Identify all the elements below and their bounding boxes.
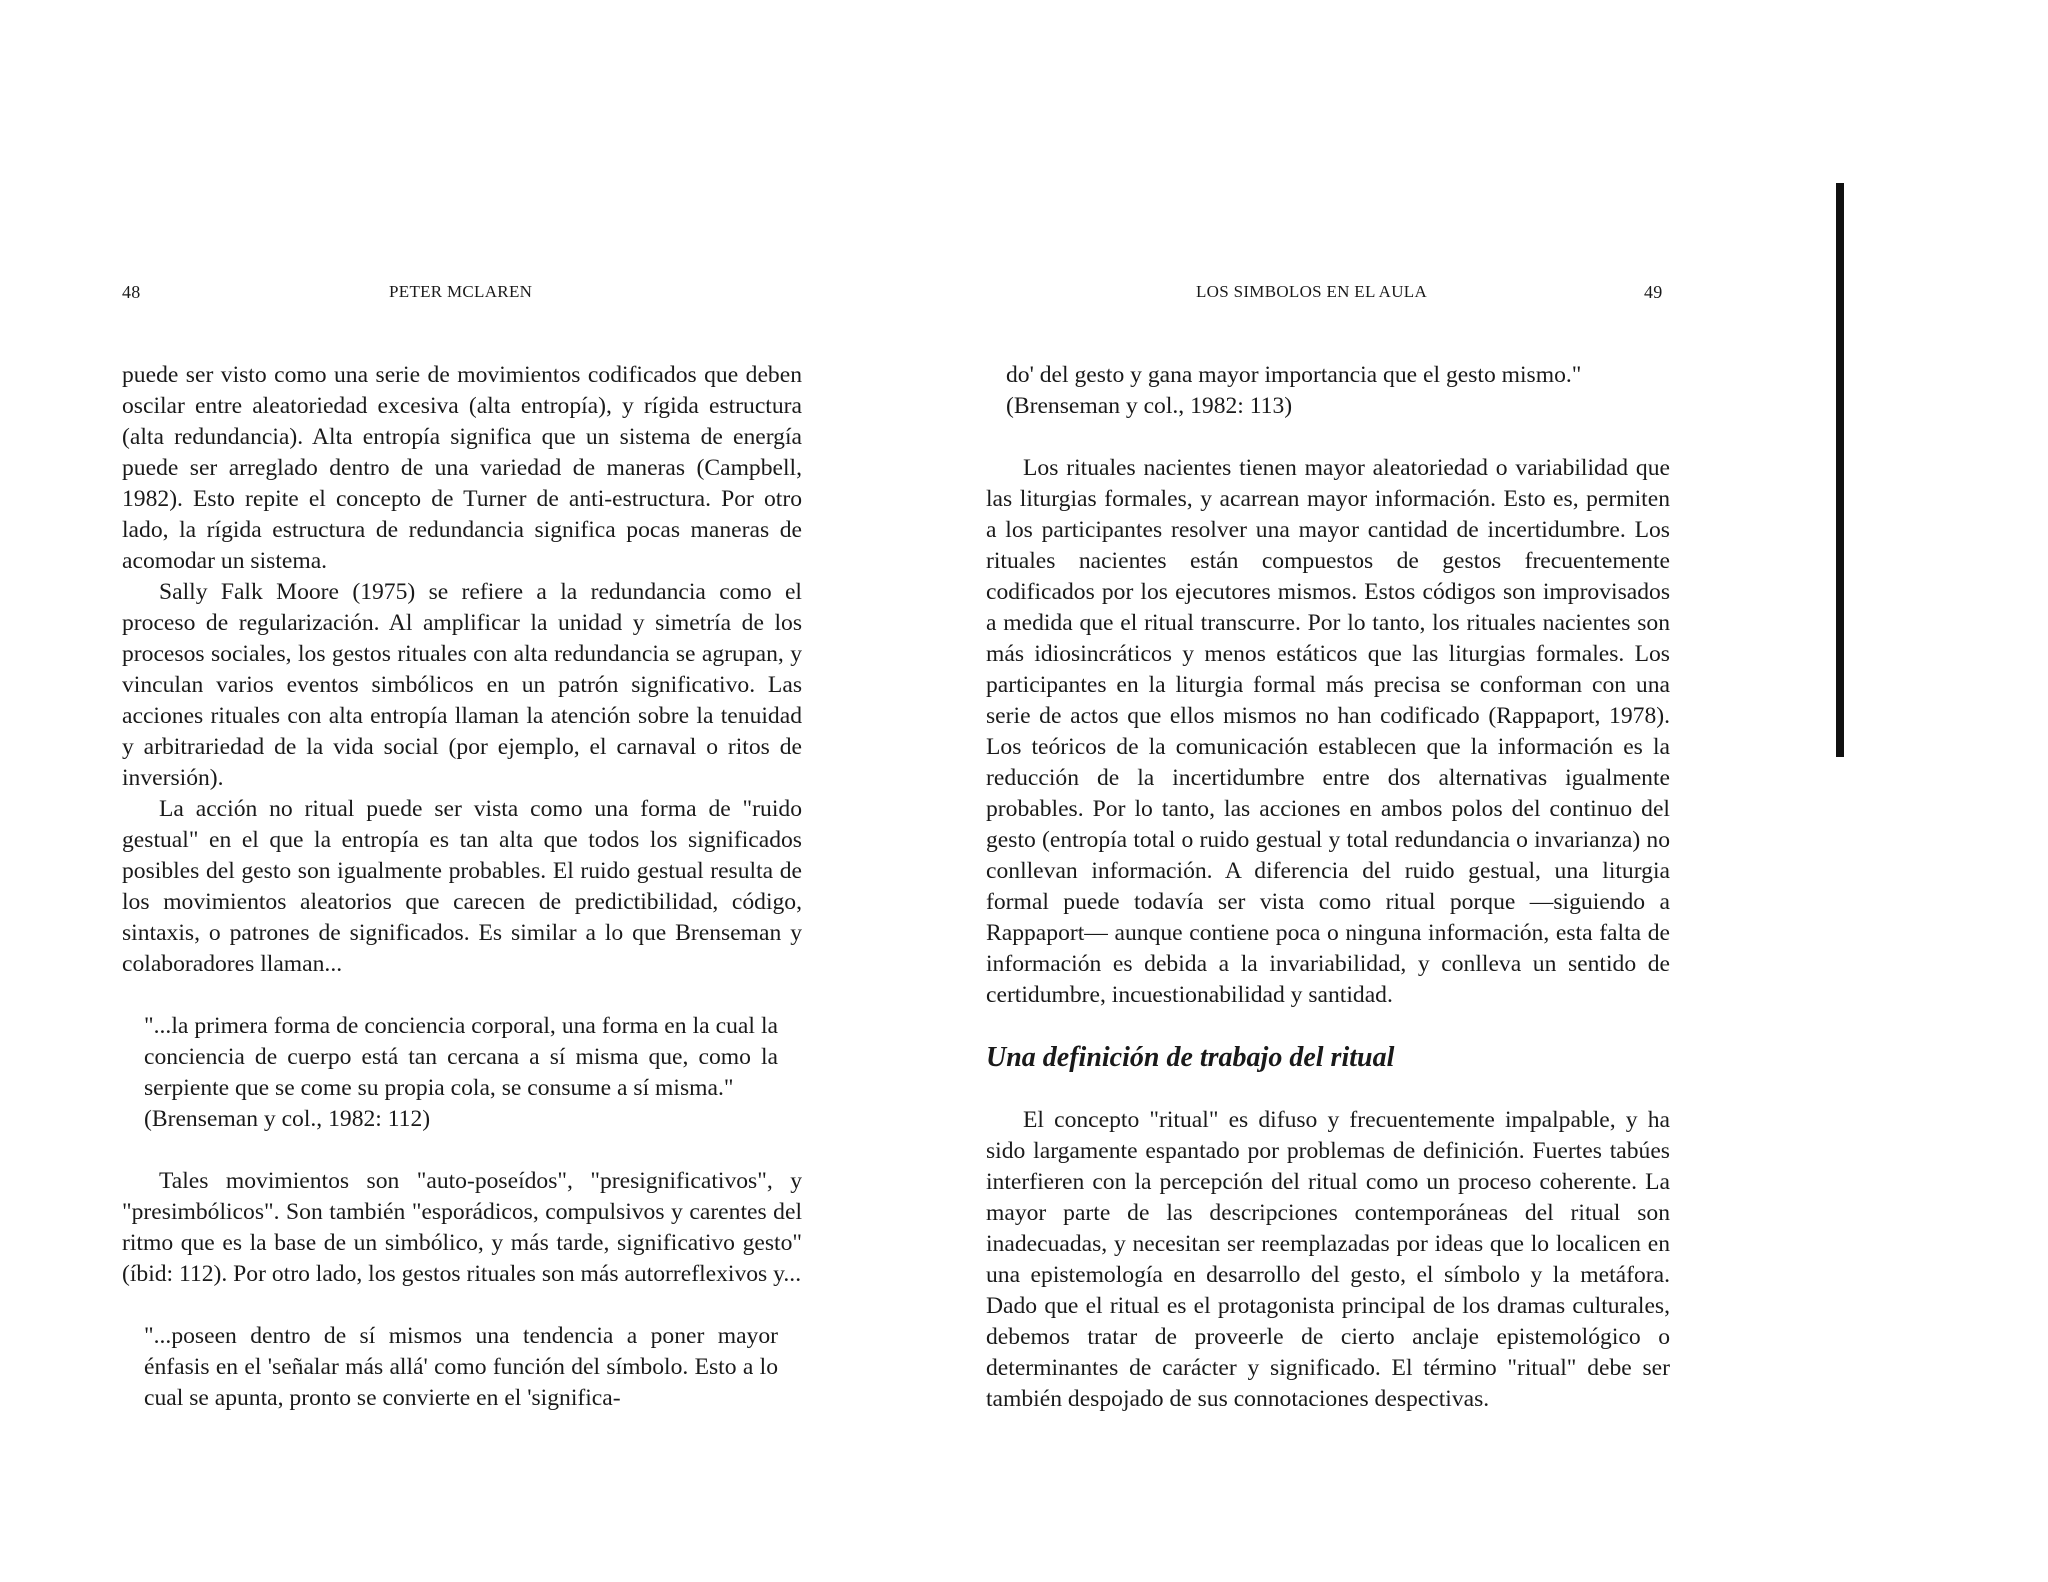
left-paragraph-4: Tales movimientos son "auto-poseídos", "presignificativos", y "presimbólicos". Son también "esporádicos, compulsivos y carentes del ritmo que es la base de un simbólico, y más tarde, significativo gesto" (íbid: 112). Por otro lado, los gestos rituales son más autorreflexivos y... [122,1168,802,1287]
right-page [960,0,2048,1582]
left-paragraph-1: puede ser visto como una serie de movimientos codificados que deben oscilar entre aleatoriedad excesiva (alta entropía), y rígida estructura (alta redundancia). Alta entropía significa que un sistema de energía puede ser arreglado dentro de una variedad de maneras (Campbell, 1982). Esto repite el concepto de Turner de anti-estructura. Por otro lado, la rígida estructura de redundancia significa pocas maneras de acomodar un sistema. [122,362,802,574]
left-paragraph-2: Sally Falk Moore (1975) se refiere a la redundancia como el proceso de regularización. Al amplificar la unidad y simetría de los procesos sociales, los gestos rituales con alta redundancia se agrupan, y vinculan varios eventos simbólicos en un patrón significativo. Las acciones rituales con alta entropía llaman la atención sobre la tenuidad y arbitrariedad de la vida social (por ejemplo, el carnaval o ritos de inversión). [122,579,802,791]
right-paragraph-1: Los rituales nacientes tienen mayor aleatoriedad o variabilidad que las liturgias formales, y acarrean mayor información. Esto es, permiten a los participantes resolver una mayor cantidad de incertidumbre. Los rituales nacientes están compuestos de gestos frecuentemente codificados por los ejecutores mismos. Estos códigos son improvisados a medida que el ritual transcurre. Por lo tanto, los rituales nacientes son más idiosincráticos y menos estáticos que las liturgias formales. Los participantes en la liturgia formal más precisa se conforman con una serie de actos que ellos mismos no han codificado (Rappaport, 1978). Los teóricos de la comunicación establecen que la información es la reducción de la incertidumbre entre dos alternativas igualmente probables. Por lo tanto, las acciones en ambos polos del continuo del gesto (entropía total o ruido gestual y total redundancia o invarianza) no conllevan información. A diferencia del ruido gestual, una liturgia formal puede todavía ser vista como ritual porque —siguiendo a Rappaport— aunque contiene poca o ninguna información, esta falta de información es debida a la invariabilidad, y conlleva un sentido de certidumbre, incuestionabilidad y santidad. [986,455,1670,1008]
block-quote-1-text: "...la primera forma de conciencia corporal, una forma en la cual la conciencia de cuerpo está tan cercana a sí misma que, como la serpiente que se come su propia cola, se consume a sí misma." [144,1013,778,1101]
section-heading: Una definición de trabajo del ritual [986,1042,1395,1073]
citation-1: (Brenseman y col., 1982: 112) [144,1106,431,1132]
right-running-head: LOS SIMBOLOS EN EL AULA [1196,282,1428,301]
margin-bar [1836,183,1844,757]
left-text-block [122,360,802,1414]
block-quote-2-continued-text: do' del gesto y gana mayor importancia que el gesto mismo." [1006,362,1582,388]
right-paragraph-2: El concepto "ritual" es difuso y frecuentemente impalpable, y ha sido largamente espantado por problemas de definición. Fuertes tabúes interfieren con la percepción del ritual como un proceso coherente. La mayor parte de las descripciones contemporáneas del ritual son inadecuadas, y necesitan ser reemplazadas por ideas que lo localicen en una epistemología en desarrollo del gesto, el símbolo y la metáfora. Dado que el ritual es el protagonista principal de los dramas culturales, debemos tratar de proveerle de cierto anclaje epistemológico o determinantes de carácter y significado. El término "ritual" debe ser también despojado de sus connotaciones despectivas. [986,1107,1670,1412]
right-page-number: 49 [1644,282,1663,302]
block-quote-1 [144,1011,778,1135]
left-running-head: PETER MCLAREN [389,282,533,301]
right-text-block [986,360,1670,1415]
block-quote-2-continued [1006,360,1646,422]
left-paragraph-3: La acción no ritual puede ser vista como una forma de "ruido gestual" en el que la entropía es tan alta que todos los significados posibles del gesto son igualmente probables. El ruido gestual resulta de los movimientos aleatorios que carecen de predictibilidad, código, sintaxis, o patrones de significados. Es similar a lo que Brenseman y colaboradores llaman... [122,796,802,977]
left-page-number: 48 [122,282,141,302]
left-page [0,0,1000,1582]
block-quote-2-text: "...poseen dentro de sí mismos una tendencia a poner mayor énfasis en el 'señalar más allá' como función del símbolo. Esto a lo cual se apunta, pronto se convierte en el 'significa- [144,1323,778,1411]
block-quote-2 [144,1321,778,1414]
citation-2: (Brenseman y col., 1982: 113) [1006,393,1293,419]
